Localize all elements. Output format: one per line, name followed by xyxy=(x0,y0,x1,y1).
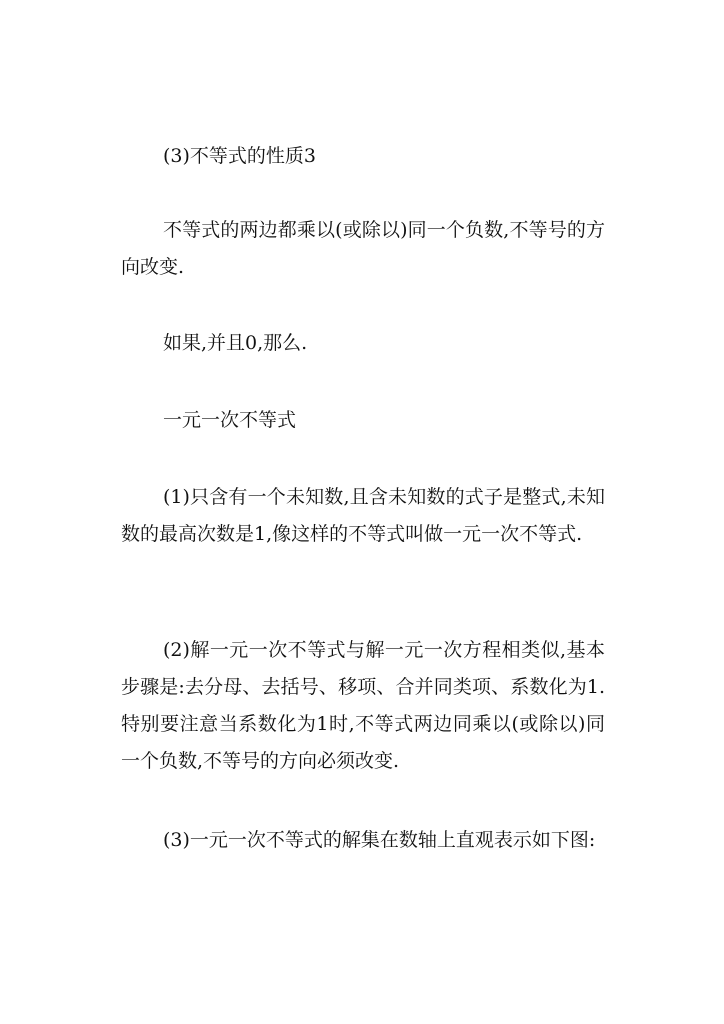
paragraph-if-then: 如果,并且0,那么. xyxy=(163,332,308,354)
paragraph-solving-steps: (2)解一元一次不等式与解一元一次方程相类似,基本步骤是:去分母、去括号、移项、合并同类项、系数化为1.特别要注意当系数化为1时,不等式两边同乘以(或除以)同一个负数,不等号的方向必须改变. xyxy=(121,639,605,772)
paragraph-number-line-intro: (3)一元一次不等式的解集在数轴上直观表示如下图: xyxy=(163,829,596,851)
paragraph-definition: (1)只含有一个未知数,且含未知数的式子是整式,未知数的最高次数是1,像这样的不等式叫做一元一次不等式. xyxy=(121,486,605,545)
section-heading-linear-inequality: 一元一次不等式 xyxy=(163,409,297,431)
paragraph-property-3-heading: (3)不等式的性质3 xyxy=(163,145,317,167)
paragraph-property-3-text: 不等式的两边都乘以(或除以)同一个负数,不等号的方向改变. xyxy=(121,219,605,278)
